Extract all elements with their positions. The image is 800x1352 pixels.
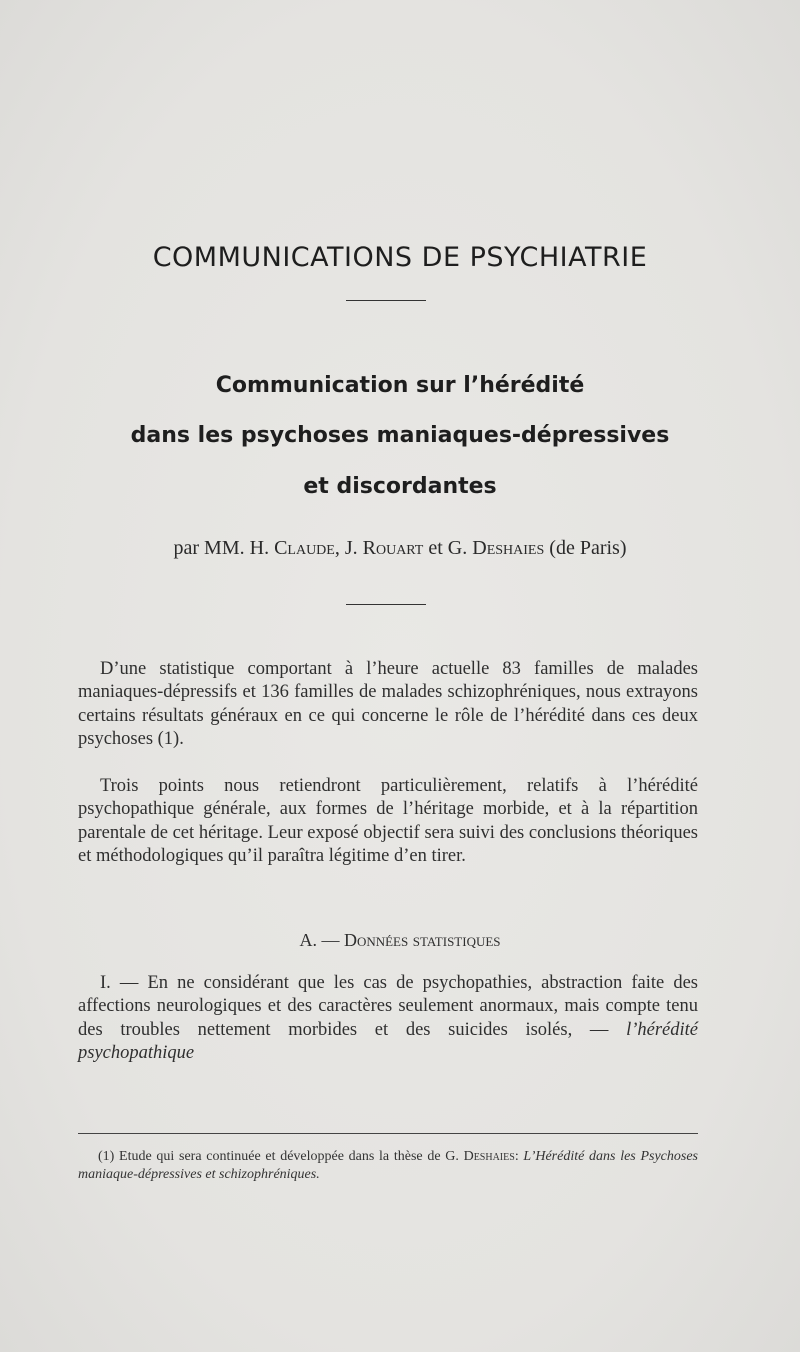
byline-prefix: par MM. H.: [173, 537, 275, 559]
article-title-line3: et discordantes: [303, 474, 497, 499]
subheading-prefix: A. —: [299, 930, 344, 950]
paragraph-3: [78, 972, 698, 1065]
paragraph-3-italic: l’hérédité psychopathique: [78, 1019, 698, 1063]
author-claude: Claude: [274, 537, 335, 559]
author-deshaies: Deshaies: [472, 537, 545, 559]
footnote-title: L’Hérédité dans les Psychoses maniaque-dépressives et schizophréniques.: [78, 1149, 699, 1182]
footnote-author: Deshaies: [463, 1149, 515, 1164]
title-divider: [346, 300, 426, 301]
byline-suffix: (de Paris): [544, 537, 627, 559]
byline-sep1: , J.: [334, 537, 363, 559]
section-title: COMMUNICATIONS DE PSYCHIATRIE: [152, 242, 648, 273]
footnote-colon: :: [514, 1149, 519, 1164]
paragraph-1: D’une statistique comportant à l’heure actuelle 83 familles de malades maniaques-dépressifs et 136 familles de malades schizophréniques, nous extrayons certains résultats généraux en ce qui concerne le rôle de l’hérédité dans ces deux psychoses (1).: [78, 659, 698, 749]
byline: [0, 537, 800, 560]
article-title-line1: Communication sur l’hérédité: [215, 373, 585, 398]
paragraph-2: Trois points nous retiendront particulièrement, relatifs à l’hérédité psychopathique générale, aux formes de l’héritage morbide, et à la répartition parentale de cet héritage. Leur exposé objectif sera suivi des conclusions théoriques et méthodologiques qu’il paraîtra légitime d’en tirer.: [78, 776, 698, 866]
subheading-text: Données statistiques: [343, 930, 501, 950]
byline-divider: [346, 604, 426, 605]
paragraph-3-main: I. — En ne considérant que les cas de psychopathies, abstraction faite des affections neurologiques et des caractères seulement anormaux, mais compte tenu des troubles nettement morbides et des suicides isolés, —: [78, 973, 698, 1040]
subheading: [0, 930, 800, 951]
article-title-line2: dans les psychoses maniaques-dépressives: [130, 423, 670, 448]
byline-sep2: et G.: [423, 537, 473, 559]
author-rouart: Rouart: [362, 537, 424, 559]
footnote-prefix: (1) Etude qui sera continuée et développée dans la thèse de G.: [98, 1149, 464, 1164]
footnote: [78, 1148, 698, 1184]
footnote-rule: [78, 1133, 698, 1134]
